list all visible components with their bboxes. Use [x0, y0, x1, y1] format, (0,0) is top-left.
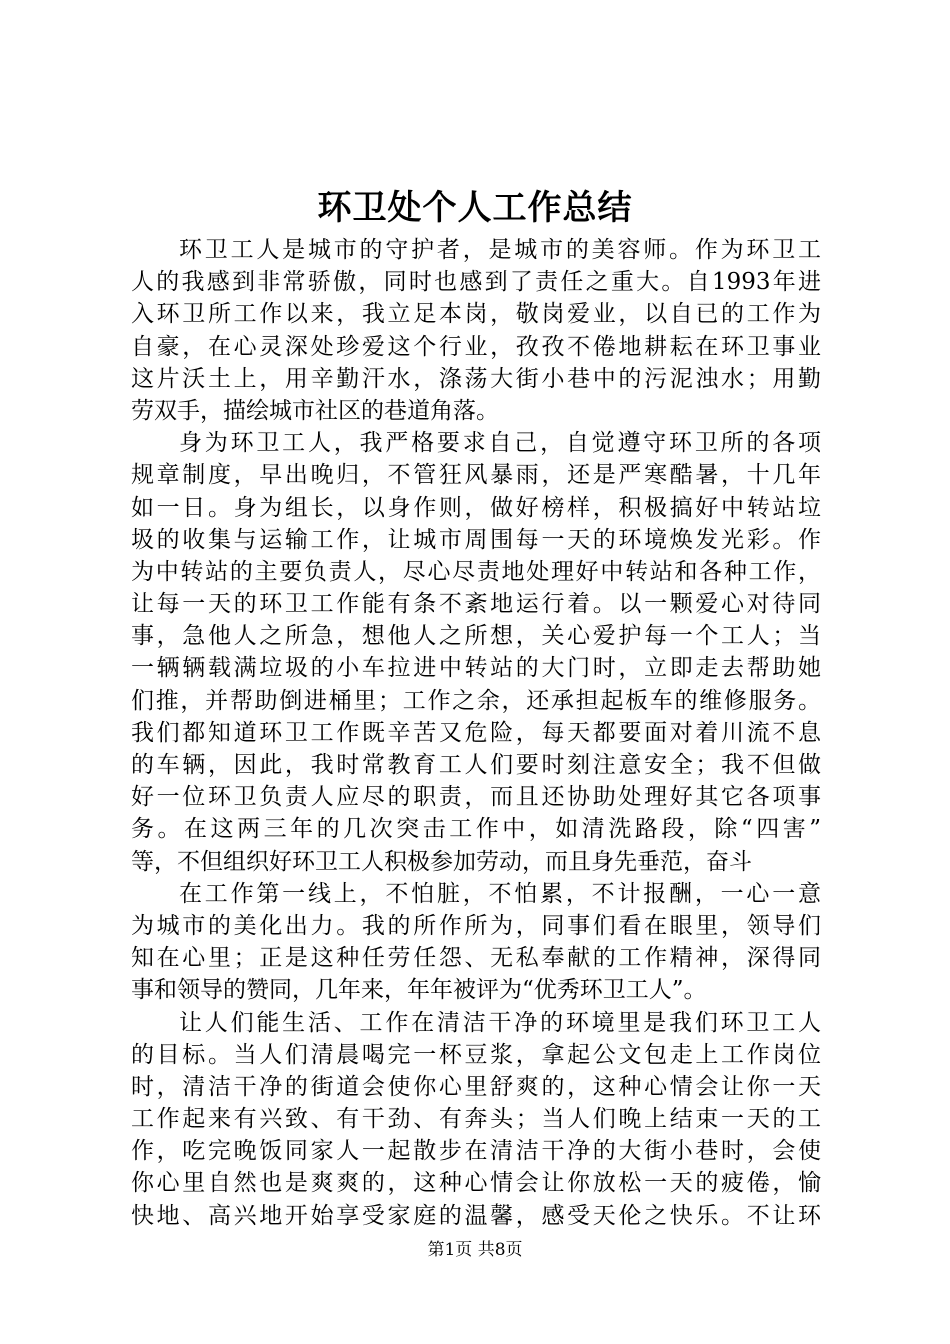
text-line: 我们都知道环卫工作既辛苦又危险，每天都要面对着川流不息 [131, 719, 821, 746]
text-line: 身为环卫工人，我严格要求自己，自觉遵守环卫所的各项 [179, 430, 821, 457]
text-line: 自豪，在心灵深处珍爱这个行业，孜孜不倦地耕耘在环卫事业 [131, 333, 821, 360]
text-line: 让人们能生活、工作在清洁干净的环境里是我们环卫工人 [179, 1009, 821, 1036]
text-line: 的目标。当人们清晨喝完一杯豆浆，拿起公文包走上工作岗位 [131, 1041, 821, 1068]
page-title: 环卫处个人工作总结 [317, 188, 633, 228]
text-line: 这片沃土上，用辛勤汗水，涤荡大街小巷中的污泥浊水；用勤 [131, 365, 821, 392]
text-line: 事，急他人之所急，想他人之所想，关心爱护每一个工人；当 [131, 623, 821, 650]
text-line: 环卫工人是城市的守护者，是城市的美容师。作为环卫工 [179, 237, 821, 263]
text-line: 在工作第一线上，不怕脏，不怕累，不计报酬，一心一意 [179, 880, 821, 907]
text-line: 圾的收集与运输工作，让城市周围每一天的环境焕发光彩。作 [131, 526, 821, 553]
text-line: 劳双手，描绘城市社区的巷道角落。 [131, 397, 499, 424]
text-line: 一辆辆载满垃圾的小车拉进中转站的大门时，立即走去帮助她 [131, 655, 821, 682]
text-line: 为中转站的主要负责人，尽心尽责地处理好中转站和各种工作， [131, 558, 821, 585]
body-text [131, 234, 821, 1232]
page-number: 第1页 共8页 [427, 1240, 523, 1260]
text-line: 时，清洁干净的街道会使你心里舒爽的，这种心情会让你一天 [131, 1073, 821, 1100]
text-line: 工作起来有兴致、有干劲、有奔头；当人们晚上结束一天的工 [131, 1106, 821, 1133]
text-line: 让每一天的环卫工作能有条不紊地运行着。以一颗爱心对待同 [131, 591, 821, 618]
text-line: 如一日。身为组长，以身作则，做好榜样，积极搞好中转站垃 [131, 494, 821, 521]
text-line: 们推，并帮助倒进桶里；工作之余，还承担起板车的维修服务。 [131, 687, 821, 714]
text-line: 人的我感到非常骄傲，同时也感到了责任之重大。自1993年进 [131, 269, 821, 296]
text-line: 知在心里；正是这种任劳任怨、无私奉献的工作精神，深得同 [131, 945, 821, 972]
text-line: 作，吃完晚饭同家人一起散步在清洁干净的大街小巷时，会使 [131, 1138, 821, 1165]
text-line: 快地、高兴地开始享受家庭的温馨，感受天伦之快乐。不让环 [131, 1202, 821, 1229]
text-line: 事和领导的赞同，几年来，年年被评为“优秀环卫工人”。 [131, 977, 707, 1004]
text-line: 等，不但组织好环卫工人积极参加劳动，而且身先垂范，奋斗 [131, 848, 752, 875]
text-line: 务。在这两三年的几次突击工作中，如清洗路段，除“四害” [131, 816, 821, 843]
text-line: 入环卫所工作以来，我立足本岗，敬岗爱业，以自已的工作为 [131, 301, 821, 328]
text-line: 你心里自然也是爽爽的，这种心情会让你放松一天的疲倦，愉 [131, 1170, 821, 1197]
text-line: 好一位环卫负责人应尽的职责，而且还协助处理好其它各项事 [131, 784, 821, 811]
text-line: 的车辆，因此，我时常教育工人们要时刻注意安全；我不但做 [131, 752, 821, 778]
text-line: 为城市的美化出力。我的所作所为，同事们看在眼里，领导们 [131, 912, 821, 939]
text-line: 规章制度，早出晚归，不管狂风暴雨，还是严寒酷暑，十几年 [131, 462, 821, 489]
